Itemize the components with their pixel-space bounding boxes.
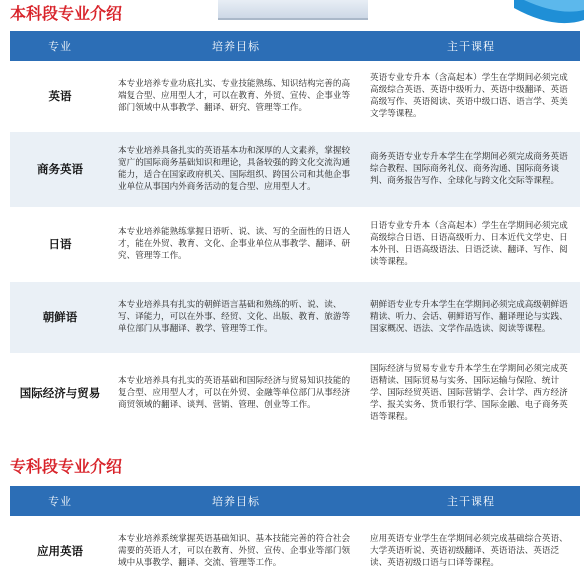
header-goal: 培养目标	[110, 486, 362, 516]
major-goal: 本专业培养具备扎实的英语基本功和深厚的人文素养，掌握较宽广的国际商务基础知识和理论，具备较强的跨文化交流沟通能力，适合在国家政府机关、国际组织、跨国公司和其他企事业单位从事国内外商务活动的复合型、应用型人才。	[110, 131, 362, 207]
table-row	[10, 281, 580, 353]
table-header-row	[10, 486, 580, 516]
undergrad-majors-table	[10, 31, 580, 434]
header-courses: 主干课程	[362, 31, 580, 61]
major-courses: 商务英语专业专升本学生在学期间必须完成商务英语综合教程、国际商务礼仪、商务沟通、国际商务谈判、商务报告写作、全球化与跨文化交际等课程。	[362, 131, 580, 207]
major-courses: 国际经济与贸易专业专升本学生在学期间必须完成英语精读、国际贸易与实务、国际运输与保险、统计学、国际经贸英语、国际营销学、会计学、西方经济学、报关实务、货币银行学、国际金融、电子商务英语等课程。	[362, 353, 580, 433]
table-row	[10, 516, 580, 586]
table-row	[10, 207, 580, 281]
major-goal: 本专业培养具有扎实的英语基础和国际经济与贸易知识技能的复合型、应用型人才，可以在外贸、金融等单位部门从事经济商贸领域的翻译、谈判、营销、管理、创业等工作。	[110, 353, 362, 433]
header-major: 专业	[10, 31, 110, 61]
header-goal: 培养目标	[110, 31, 362, 61]
college-section-title: 专科段专业介绍	[10, 457, 123, 476]
major-goal: 本专业培养具有扎实的朝鲜语言基础和熟练的听、说、读、写、译能力，可以在外事、经贸、文化、出版、教育、旅游等单位部门从事翻译、教学、管理等工作。	[110, 281, 362, 353]
table-header-row	[10, 31, 580, 61]
major-goal: 本专业培养能熟练掌握日语听、说、读、写的全面性的日语人才，能在外贸、教育、文化、企事业单位从事教学、翻译、研究、管理等工作。	[110, 207, 362, 281]
table-row	[10, 131, 580, 207]
major-courses: 日语专业专升本（含高起本）学生在学期间必须完成高级综合日语、日语高级听力、日本近代文学史、日本外刊、日语高级语法、日语泛读、翻译、写作、阅读等课程。	[362, 207, 580, 281]
college-majors-table	[10, 486, 580, 587]
major-name: 朝鲜语	[10, 281, 110, 353]
major-name: 应用英语	[10, 516, 110, 586]
major-name: 日语	[10, 207, 110, 281]
major-name: 英语	[10, 61, 110, 131]
certificate-scroll-image	[218, 0, 368, 20]
major-courses: 英语专业专升本（含高起本）学生在学期间必须完成高级综合英语、英语中级听力、英语中级翻译、英语高级写作、英语阅读、英语中级口语、语言学、英美文学等课程。	[362, 61, 580, 131]
major-name: 国际经济与贸易	[10, 353, 110, 433]
table-row	[10, 61, 580, 131]
major-courses: 应用英语专业学生在学期间必须完成基础综合英语、大学英语听说、英语初级翻译、英语语法、英语泛读、英语初级口语与口译等课程。	[362, 516, 580, 586]
table-row	[10, 353, 580, 433]
undergrad-section-title: 本科段专业介绍	[10, 4, 123, 23]
blue-swoosh-decoration	[514, 0, 584, 28]
header-courses: 主干课程	[362, 486, 580, 516]
major-courses: 朝鲜语专业专升本学生在学期间必须完成高级朝鲜语精读、听力、会话、朝鲜语写作、翻译理论与实践、国家概况、语法、文学作品选读、阅读等课程。	[362, 281, 580, 353]
major-name: 商务英语	[10, 131, 110, 207]
header-major: 专业	[10, 486, 110, 516]
major-goal: 本专业培养专业功底扎实、专业技能熟练、知识结构完善的高端复合型、应用型人才，可以在教育、外贸、宣传、企事业等部门领域中从事教学、翻译、研究、管理等工作。	[110, 61, 362, 131]
major-goal: 本专业培养系统掌握英语基础知识、基本技能完善的符合社会需要的英语人才，可以在教育、外贸、宣传、企事业等部门领域中从事教学、翻译、交流、管理等工作。	[110, 516, 362, 586]
